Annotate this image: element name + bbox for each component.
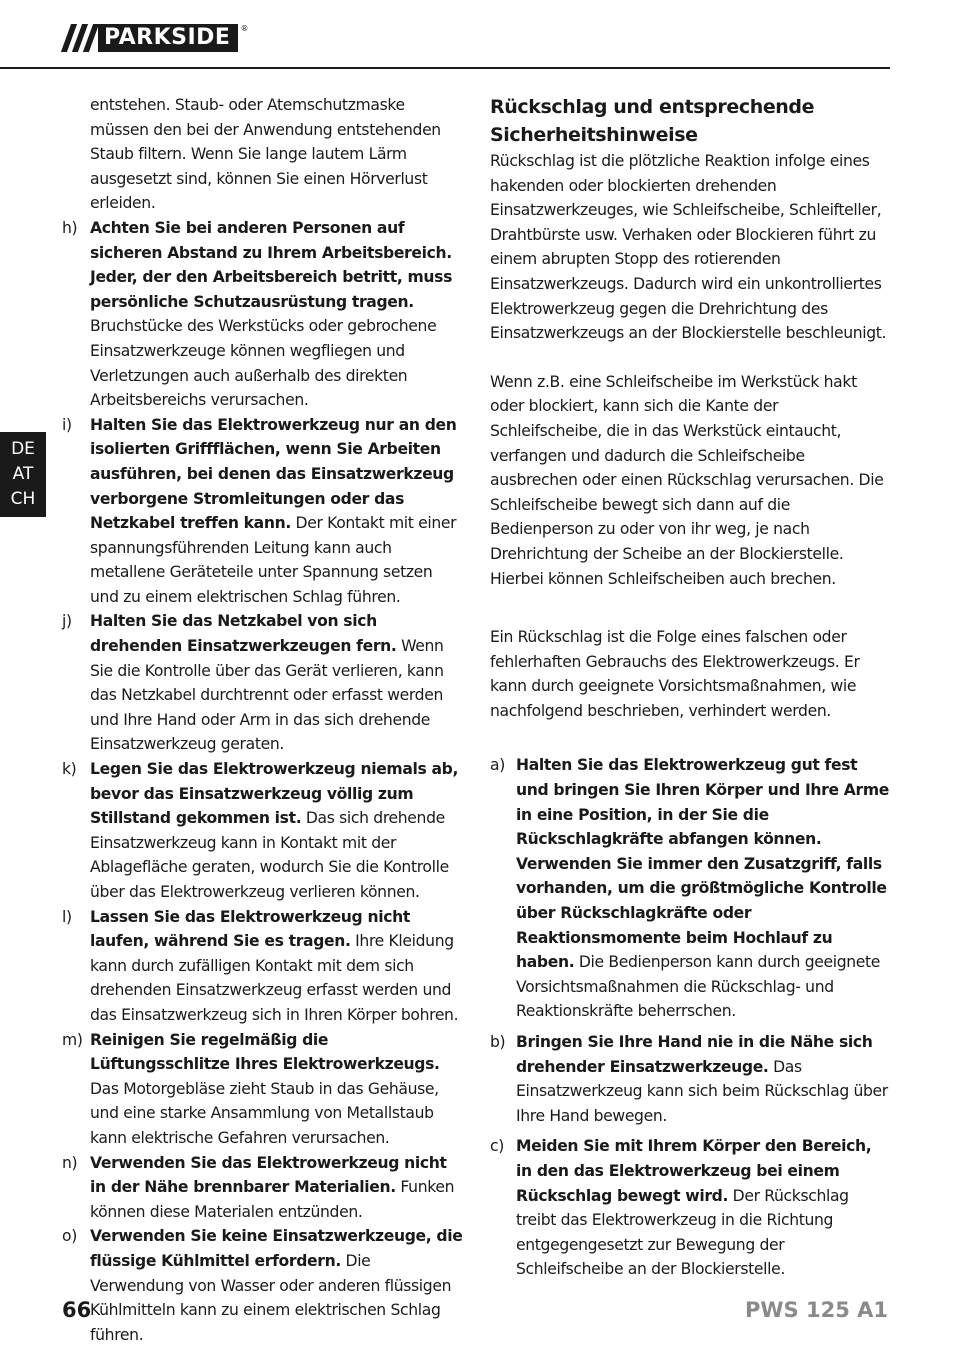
item-letter: i) <box>62 415 72 434</box>
left-column <box>62 93 465 1347</box>
kickback-prevention: Ein Rückschlag ist die Folge eines falschen oder fehlerhaften Gebrauchs des Elektrowerkzeugs. Er kann durch geeignete Vorsichtsmaßnahmen, wie nachfolgend beschrieben, verhindert werden. <box>490 628 860 720</box>
safety-item-j <box>62 609 465 757</box>
item-text: Das sich drehende Einsatzwerkzeug kann in Kontakt mit der Ablagefläche geraten, wodurch Sie die Kontrolle über das Elektrowerkzeug verlieren können. <box>90 809 449 901</box>
language-de: DE <box>11 439 35 459</box>
safety-item-m <box>62 1028 465 1151</box>
item-text: Der Rückschlag treibt das Elektrowerkzeug in die Richtung entgegengesetzt zur Bewegung der Schleifscheibe an der Blockierstelle. <box>516 1186 849 1279</box>
item-text: Ihre Kleidung kann durch zufälligen Kontakt mit dem sich drehenden Einsatzwerkzeug erfasst werden und das Einsatzwerkzeug sich in Ihren Körper bohren. <box>90 932 459 1024</box>
item-bold-text: Lassen Sie das Elektrowerkzeug nicht laufen, während Sie es tragen. <box>90 907 410 951</box>
safety-item-n <box>62 1151 465 1225</box>
brand-logo <box>62 24 248 52</box>
item-text: Das Motorgebläse zieht Staub in das Gehäuse, und eine starke Ansammlung von Metallstaub kann elektrische Gefahren verursachen. <box>90 1079 439 1147</box>
item-bold-text: Bringen Sie Ihre Hand nie in die Nähe sich drehender Einsatzwerkzeuge. <box>516 1033 873 1076</box>
item-bold-text: Reinigen Sie regelmäßig die Lüftungsschlitze Ihres Elektrowerkzeugs. <box>90 1030 440 1074</box>
page-number: 66 <box>62 1298 92 1322</box>
item-text: Der Kontakt mit einer spannungsführenden Leitung kann auch metallene Geräteteile unter Spannung setzen und zu einem elektrischen Schlag führen. <box>90 514 457 606</box>
safety-item-h <box>62 216 465 413</box>
right-column <box>490 93 890 1282</box>
safety-item-k <box>62 757 465 905</box>
item-text: Die Bedienperson kann durch geeignete Vorsichtsmaßnahmen die Rückschlag- und Reaktionskräfte beherrschen. <box>516 953 881 1021</box>
item-letter: k) <box>62 760 77 779</box>
item-letter: h) <box>62 218 78 237</box>
item-letter: n) <box>62 1153 78 1172</box>
logo-wordmark: PARKSIDE <box>98 24 238 52</box>
continued-paragraph: entstehen. Staub- oder Atemschutzmaske müssen den bei der Anwendung entstehenden Staub filtern. Wenn Sie lange lautem Lärm ausgesetzt sind, können Sie einen Hörverlust erleiden. <box>90 96 441 213</box>
item-letter: c) <box>490 1137 504 1156</box>
kickback-example: Wenn z.B. eine Schleifscheibe im Werkstück hakt oder blockiert, kann sich die Kante der Schleifscheibe, die in das Werkstück eintaucht, verfangen und dadurch die Schleifscheibe ausbrechen oder einen Rückschlag verursachen. Die Schleifscheibe bewegt sich dann auf die Bedienperson zu oder von ihr weg, je nach Drehrichtung der Scheibe an der Blockierstelle. Hierbei können Schleifscheiben auch brechen. <box>490 372 884 588</box>
safety-item-i <box>62 413 465 610</box>
language-ch: CH <box>10 489 36 509</box>
kickback-item-c <box>490 1134 890 1282</box>
safety-item-o <box>62 1224 465 1347</box>
item-letter: o) <box>62 1227 77 1246</box>
item-letter: j) <box>62 612 72 631</box>
item-text: Die Verwendung von Wasser oder anderen flüssigen Kühlmitteln kann zu einem elektrischen Schlag führen. <box>90 1251 452 1344</box>
language-at: AT <box>12 464 34 484</box>
model-name: PWS 125 A1 <box>744 1298 888 1322</box>
item-bold-text: Meiden Sie mit Ihrem Körper den Bereich, in den das Elektrowerkzeug bei einem Rückschlag bewegt wird. <box>516 1137 872 1205</box>
logo-slashes-icon <box>62 24 98 52</box>
item-bold-text: Halten Sie das Elektrowerkzeug nur an den isolierten Griffflächen, wenn Sie Arbeiten ausführen, bei denen das Einsatzwerkzeug verborgene Stromleitungen oder das Netzkabel treffen kann. <box>90 415 457 533</box>
item-text: Das Einsatzwerkzeug kann sich beim Rückschlag über Ihre Hand bewegen. <box>516 1057 888 1125</box>
item-bold-text: Halten Sie das Elektrowerkzeug gut fest und bringen Sie Ihren Körper und Ihre Arme in eine Position, in der Sie die Rückschlagkräfte abfangen können. Verwenden Sie immer den Zusatzgriff, falls vorhanden, um die größtmögliche Kontrolle über Rückschlagkräfte oder Reaktionsmomente beim Hochlauf zu haben. <box>516 756 889 972</box>
section-heading: Rückschlag und entsprechende Sicherheitshinweise <box>490 96 815 146</box>
registered-mark-icon: ® <box>240 24 249 33</box>
item-bold-text: Achten Sie bei anderen Personen auf sicheren Abstand zu Ihrem Arbeitsbereich. Jeder, der den Arbeitsbereich betritt, muss persönliche Schutzausrüstung tragen. <box>90 218 453 311</box>
item-bold-text: Halten Sie das Netzkabel von sich drehenden Einsatzwerkzeugen fern. <box>90 612 397 656</box>
item-text: Funken können diese Materialen entzünden. <box>90 1178 455 1221</box>
item-letter: m) <box>62 1030 83 1049</box>
item-bold-text: Verwenden Sie keine Einsatzwerkzeuge, die flüssige Kühlmittel erfordern. <box>90 1227 463 1270</box>
header-divider <box>0 67 890 69</box>
item-letter: a) <box>490 756 505 775</box>
item-bold-text: Legen Sie das Elektrowerkzeug niemals ab, bevor das Einsatzwerkzeug völlig zum Stillstand gekommen ist. <box>90 760 459 828</box>
item-text: Wenn Sie die Kontrolle über das Gerät verlieren, kann das Netzkabel durchtrennt oder erfasst werden und Ihre Hand oder Arm in das sich drehende Einsatzwerkzeug geraten. <box>90 637 444 754</box>
item-letter: b) <box>490 1033 506 1051</box>
safety-item-l <box>62 905 465 1028</box>
item-text: Bruchstücke des Werkstücks oder gebrochene Einsatzwerkzeuge können wegfliegen und Verletzungen auch außerhalb des direkten Arbeitsbereichs verursachen. <box>90 317 437 410</box>
kickback-definition: Rückschlag ist die plötzliche Reaktion infolge eines hakenden oder blockierten drehenden Einsatzwerkzeuges, wie Schleifscheibe, Schleifteller, Drahtbürste usw. Verhaken oder Blockieren führt zu einem abrupten Stopp des rotierenden Einsatzwerkzeugs. Dadurch wird ein unkontrolliertes Elektrowerkzeug gegen die Drehrichtung des Einsatzwerkzeugs an der Blockierstelle beschleunigt. <box>490 152 887 343</box>
item-bold-text: Verwenden Sie das Elektrowerkzeug nicht in der Nähe brennbarer Materialien. <box>90 1153 447 1197</box>
kickback-item-a <box>490 753 890 1024</box>
item-letter: l) <box>62 907 72 926</box>
language-tab <box>0 432 46 517</box>
kickback-item-b <box>490 1030 890 1128</box>
